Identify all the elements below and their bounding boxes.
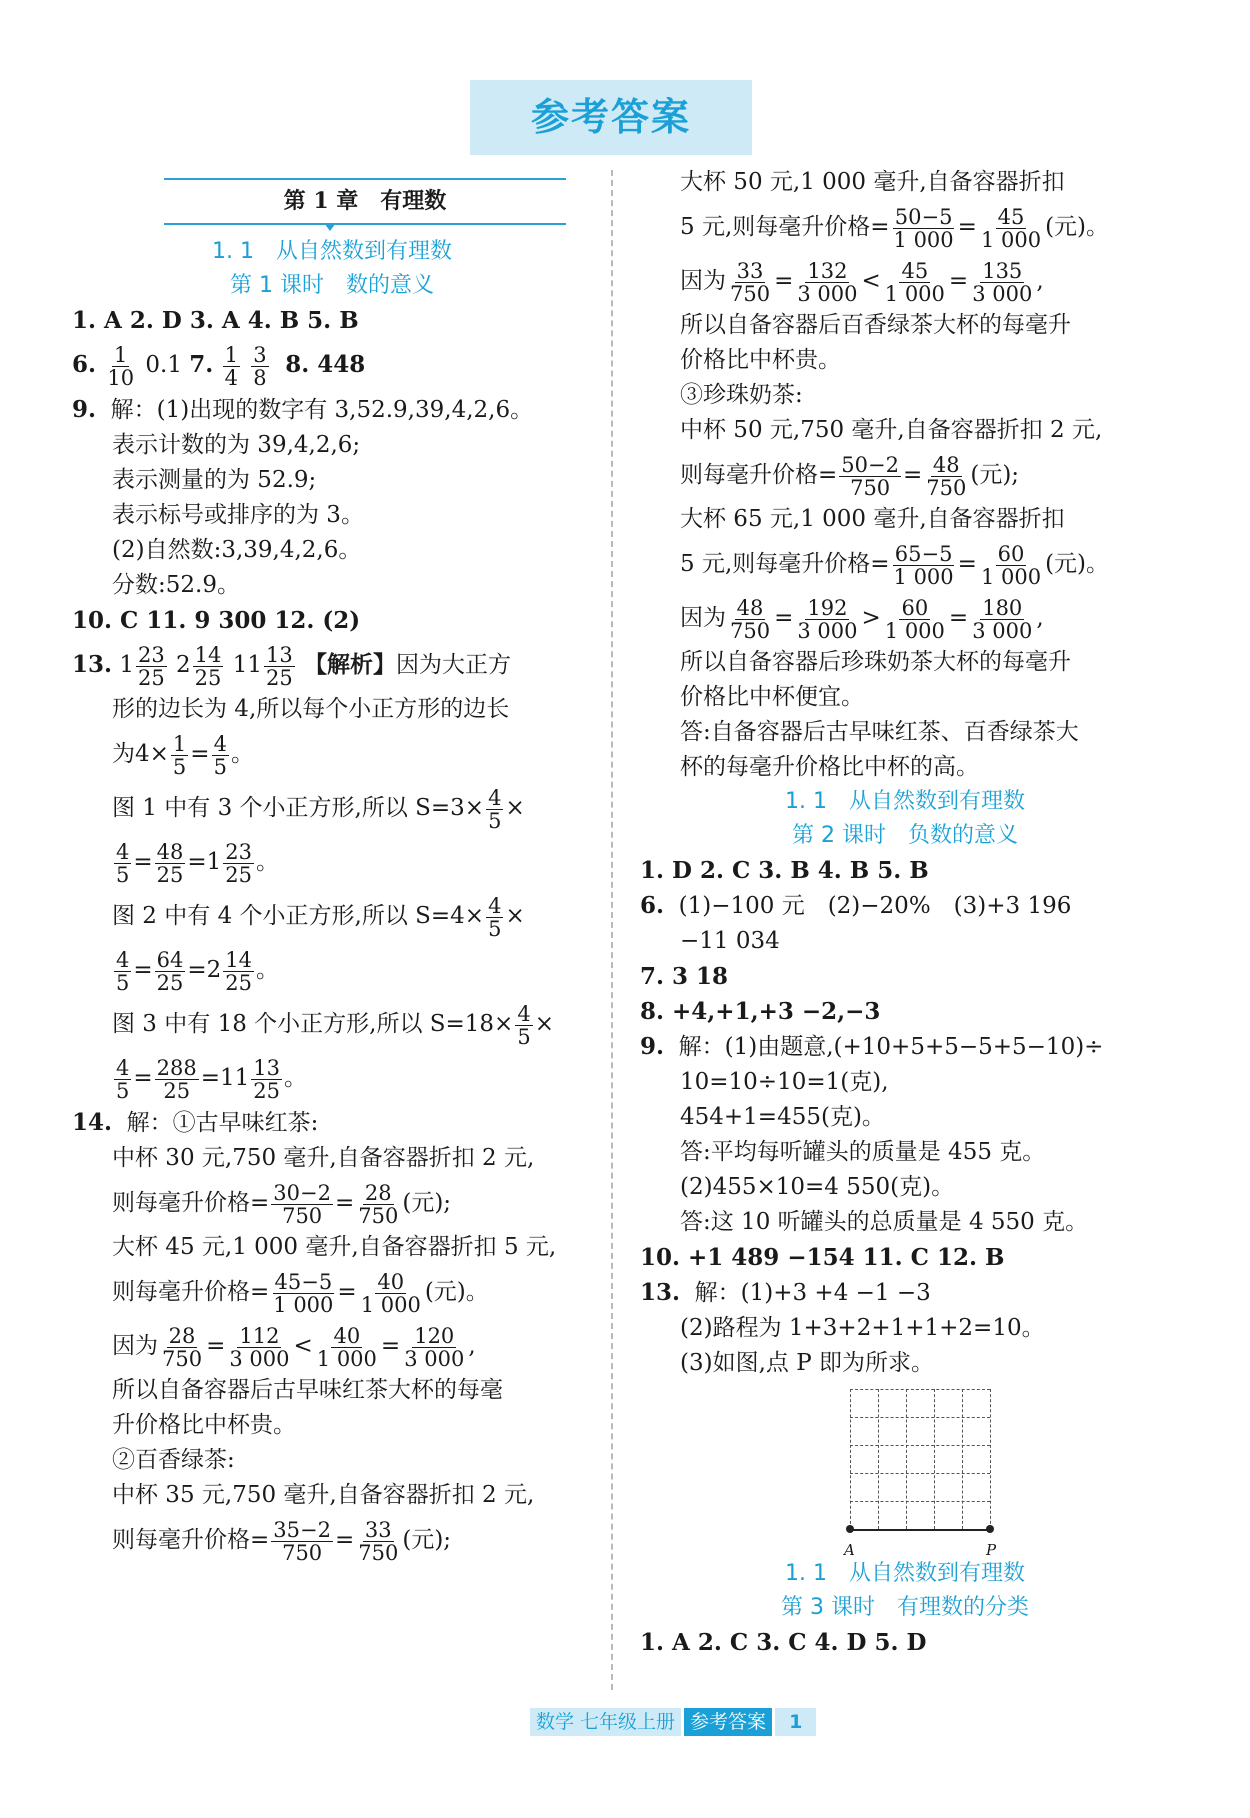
grid-figure bbox=[844, 1389, 1000, 1559]
answer-line: 14. 解：①古早味红茶: bbox=[72, 1109, 319, 1136]
section-subtitle: 第 3 课时 有理数的分类 bbox=[781, 1595, 1029, 1620]
answer-line: 则每毫升价格= $\frac{30-2}{750}$ = $\frac{28}{750}$ (元); bbox=[112, 1180, 452, 1228]
answer-line: 价格比中杯贵。 bbox=[680, 347, 841, 373]
section-title: 1. 1 从自然数到有理数 bbox=[212, 239, 452, 264]
answer-line: 9. 解：(1)由题意,(+10+5+5−5+5−10)÷ bbox=[640, 1033, 1104, 1060]
answer-line: 因为 $\frac{28}{750}$ = $\frac{112}{3 000}$ < $\frac{40}{1 000}$ = $\frac{120}{3 000}$ , bbox=[112, 1323, 476, 1371]
answer-line: 454+1=455(克)。 bbox=[680, 1104, 885, 1130]
answer-line: 答:这 10 听罐头的总质量是 4 550 克。 bbox=[680, 1209, 1089, 1235]
answer-line: 表示计数的为 39,4,2,6; bbox=[112, 432, 361, 458]
answer-line: 10. +1 489 −154 11. C 12. B bbox=[640, 1244, 1005, 1271]
answer-line: 7. 3 18 bbox=[640, 963, 729, 990]
point-a-label: A bbox=[844, 1541, 855, 1559]
answer-line: 9. 解：(1)出现的数字有 3,52.9,39,4,2,6。 bbox=[72, 396, 534, 423]
answer-line: 杯的每毫升价格比中杯的高。 bbox=[680, 754, 979, 780]
answer-line: 大杯 50 元,1 000 毫升,自备容器折扣 bbox=[680, 169, 1065, 195]
point-p bbox=[986, 1525, 994, 1533]
answer-line: (3)如图,点 P 即为所求。 bbox=[680, 1350, 934, 1376]
answer-line: $\frac{4}{5}$ = $\frac{48}{25}$ =1 $\frac{23}{25}$ 。 bbox=[116, 839, 280, 887]
section-title: 1. 1 从自然数到有理数 bbox=[785, 1561, 1025, 1586]
answer-line: (2)自然数:3,39,4,2,6。 bbox=[112, 537, 362, 563]
answer-line: 答:自备容器后古早味红茶、百香绿茶大 bbox=[680, 719, 1079, 745]
footer-label: 参考答案 bbox=[684, 1708, 772, 1736]
answer-line: 大杯 45 元,1 000 毫升,自备容器折扣 5 元, bbox=[112, 1234, 557, 1260]
footer-subject: 数学 七年级上册 bbox=[530, 1708, 681, 1736]
answer-line: 表示标号或排序的为 3。 bbox=[112, 502, 364, 528]
answer-line: 大杯 65 元,1 000 毫升,自备容器折扣 bbox=[680, 506, 1065, 532]
answer-line: 10. C 11. 9 300 12. (2) bbox=[72, 607, 361, 634]
section-subtitle: 第 2 课时 负数的意义 bbox=[792, 823, 1018, 848]
page-title: 参考答案 bbox=[470, 80, 752, 155]
left-column bbox=[72, 170, 592, 1567]
answer-line: 6. (1)−100 元 (2)−20% (3)+3 196 bbox=[640, 892, 1072, 919]
right-column bbox=[640, 165, 1170, 1660]
answer-line: 因为 $\frac{33}{750}$ = $\frac{132}{3 000}$ < $\frac{45}{1 000}$ = $\frac{135}{3 000}$ , bbox=[680, 258, 1044, 306]
answer-line: 13. 解：(1)+3 +4 −1 −3 bbox=[640, 1279, 931, 1306]
section-title: 1. 1 从自然数到有理数 bbox=[785, 789, 1025, 814]
answer-line: 中杯 50 元,750 毫升,自备容器折扣 2 元, bbox=[680, 417, 1103, 443]
answer-line: 则每毫升价格= $\frac{50-2}{750}$ = $\frac{48}{750}$ (元); bbox=[680, 452, 1020, 500]
column-divider bbox=[611, 170, 613, 1690]
answer-line: $\frac{4}{5}$ = $\frac{64}{25}$ =2 $\frac{14}{25}$ 。 bbox=[116, 947, 280, 995]
answer-line: ③珍珠奶茶: bbox=[680, 382, 803, 408]
answer-line: −11 034 bbox=[680, 928, 780, 954]
answer-line: 中杯 30 元,750 毫升,自备容器折扣 2 元, bbox=[112, 1145, 535, 1171]
answer-line: 表示测量的为 52.9; bbox=[112, 467, 317, 493]
answer-line: (2)455×10=4 550(克)。 bbox=[680, 1174, 955, 1200]
answer-line: 形的边长为 4,所以每个小正方形的边长 bbox=[112, 696, 510, 722]
answer-line: 图 2 中有 4 个小正方形,所以 S=4× $\frac{4}{5}$ × bbox=[112, 893, 525, 941]
answer-line: 6. $\frac{1}{10}$ 0.1 7. $\frac{1}{4}$ $\frac{3}{8}$ 8. 448 bbox=[72, 342, 366, 390]
answer-line: 因为 $\frac{48}{750}$ = $\frac{192}{3 000}$ > $\frac{60}{1 000}$ = $\frac{180}{3 000}$ , bbox=[680, 595, 1044, 643]
answer-line: 所以自备容器后珍珠奶茶大杯的每毫升 bbox=[680, 649, 1071, 675]
answer-line: 13. 1 $\frac{23}{25}$ 2 $\frac{14}{25}$ 11 $\frac{13}{25}$ 【解析】因为大正方 bbox=[72, 642, 512, 690]
answer-line: 8. +4,+1,+3 −2,−3 bbox=[640, 998, 881, 1025]
point-a bbox=[846, 1525, 854, 1533]
answer-line: 10=10÷10=1(克), bbox=[680, 1069, 889, 1095]
answer-line: 所以自备容器后古早味红茶大杯的每毫 bbox=[112, 1377, 503, 1403]
page-number: 1 bbox=[775, 1708, 816, 1736]
answer-line: 1. D 2. C 3. B 4. B 5. B bbox=[640, 857, 929, 884]
answer-line: 1. A 2. D 3. A 4. B 5. B bbox=[72, 307, 359, 334]
answer-line: 为4× $\frac{1}{5}$ = $\frac{4}{5}$ 。 bbox=[112, 731, 254, 779]
answer-line: 所以自备容器后百香绿茶大杯的每毫升 bbox=[680, 312, 1071, 338]
answer-line: (2)路程为 1+3+2+1+1+2=10。 bbox=[680, 1315, 1045, 1341]
point-p-label: P bbox=[986, 1541, 997, 1559]
answer-line: 5 元,则每毫升价格= $\frac{65-5}{1 000}$ = $\frac{60}{1 000}$ (元)。 bbox=[680, 541, 1110, 589]
answer-line: 图 3 中有 18 个小正方形,所以 S=18× $\frac{4}{5}$ × bbox=[112, 1001, 554, 1049]
answer-line: 则每毫升价格= $\frac{35-2}{750}$ = $\frac{33}{750}$ (元); bbox=[112, 1517, 452, 1565]
section-subtitle: 第 1 课时 数的意义 bbox=[230, 273, 434, 298]
page-footer bbox=[530, 1708, 816, 1736]
answer-line: 中杯 35 元,750 毫升,自备容器折扣 2 元, bbox=[112, 1482, 535, 1508]
grid-baseline bbox=[850, 1529, 990, 1531]
answer-line: 图 1 中有 3 个小正方形,所以 S=3× $\frac{4}{5}$ × bbox=[112, 785, 525, 833]
answer-line: ②百香绿茶: bbox=[112, 1447, 235, 1473]
answer-line: 分数:52.9。 bbox=[112, 572, 240, 598]
answer-line: 答:平均每听罐头的质量是 455 克。 bbox=[680, 1139, 1046, 1165]
answer-line: 则每毫升价格= $\frac{45-5}{1 000}$ = $\frac{40}{1 000}$ (元)。 bbox=[112, 1269, 489, 1317]
answer-line: 1. A 2. C 3. C 4. D 5. D bbox=[640, 1629, 927, 1656]
answer-line: 升价格比中杯贵。 bbox=[112, 1412, 296, 1438]
answer-line: $\frac{4}{5}$ = $\frac{288}{25}$ =11 $\frac{13}{25}$ 。 bbox=[116, 1055, 308, 1103]
answer-line: 5 元,则每毫升价格= $\frac{50-5}{1 000}$ = $\frac{45}{1 000}$ (元)。 bbox=[680, 204, 1110, 252]
answer-line: 价格比中杯便宜。 bbox=[680, 684, 864, 710]
chapter-heading: 第 1 章 有理数 bbox=[164, 178, 566, 225]
